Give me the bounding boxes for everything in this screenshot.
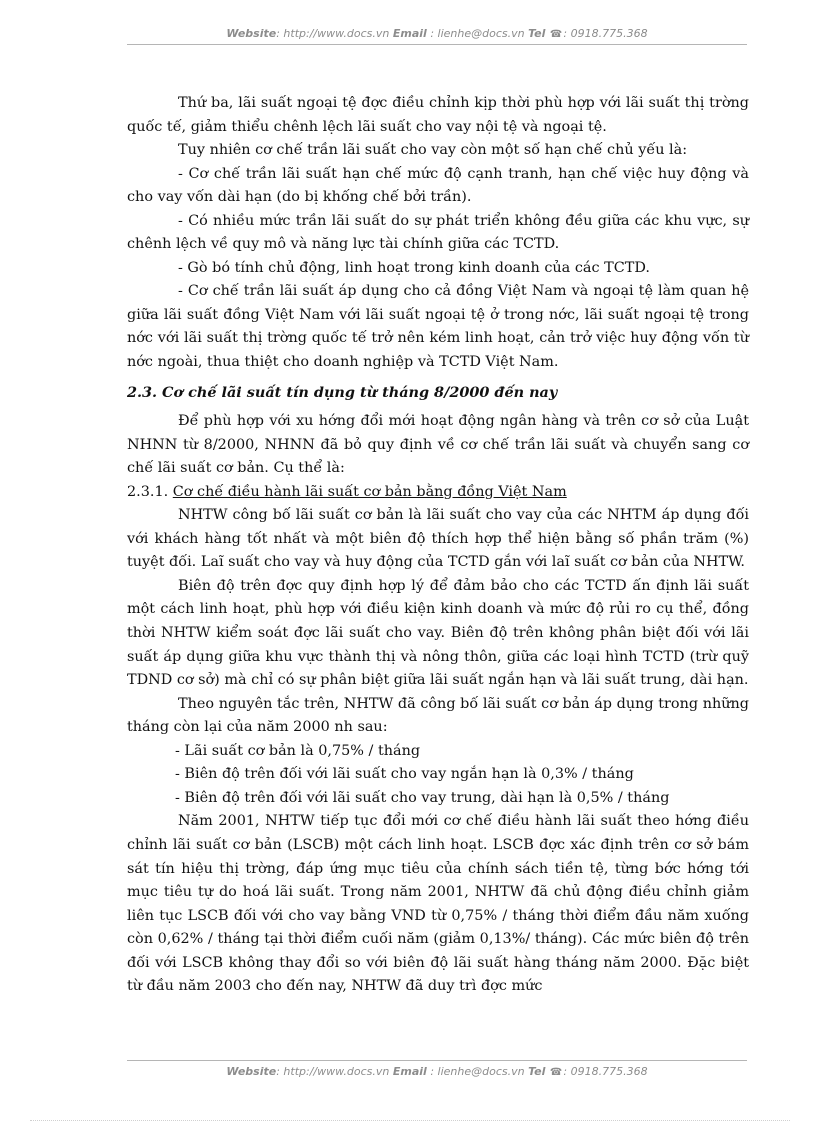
paragraph: Biên độ trên đợc quy định hợp lý để đảm bảo cho các TCTD ấn định lãi suất một cách linh hoạt, phù hợp với điều kiện kinh doanh và mức độ rủi ro cụ thể, đồng thời NHTW kiểm soát đợc lãi suất cho vay. Biên độ trên không phân biệt đối với lãi suất áp dụng giữa khu vực thành thị và nông thôn, giữa các loại hình TCTD (trừ quỹ TDND cơ sở) mà chỉ có sự phân biệt giữa lãi suất ngắn hạn và lãi suất trung, dài hạn. xyxy=(127,577,749,689)
website-label: Website xyxy=(226,1065,277,1078)
document-body xyxy=(127,92,749,999)
paragraph: NHTW công bố lãi suất cơ bản là lãi suất cho vay của các NHTM áp dụng đối với khách hàng tốt nhất và một biên độ thích hợp thể hiện bằng số phần trăm (%) tuyệt đối. Laĩ suất cho vay và huy động của TCTD gắn với laĩ suất cơ bản của NHTW. xyxy=(127,507,749,571)
paragraph: Theo nguyên tắc trên, NHTW đã công bố lãi suất cơ bản áp dụng trong những tháng còn lại của năm 2000 nh sau: xyxy=(127,695,749,736)
page-header xyxy=(127,27,747,40)
tel-label: Tel xyxy=(528,27,546,40)
email-label: Email xyxy=(392,1065,427,1078)
paragraph: - Gò bó tính chủ động, linh hoạt trong kinh doanh của các TCTD. xyxy=(178,259,650,276)
paragraph: Năm 2001, NHTW tiếp tục đổi mới cơ chế điều hành lãi suất theo hớng điều chỉnh lãi suất cơ bản (LSCB) một cách linh hoạt. LSCB đợc xác định trên cơ sở bám sát tín hiệu thị trờng, đáp ứng mục tiêu của chính sách tiền tệ, từng bớc hớng tới mục tiêu tự do hoá lãi suất. Trong năm 2001, NHTW đã chủ động điều chỉnh giảm liên tục LSCB đối với cho vay bằng VND từ 0,75% / tháng thời điểm đầu năm xuống còn 0,62% / tháng tại thời điểm cuối năm (giảm 0,13%/ tháng). Các mức biên độ trên đối với LSCB không thay đổi so với biên độ lãi suất hàng tháng năm 2000. Đặc biệt từ đầu năm 2003 cho đến nay, NHTW đã duy trì đợc mức xyxy=(127,813,749,995)
header-divider xyxy=(127,44,747,45)
email-value[interactable]: : lienhe@docs.vn xyxy=(430,1065,525,1078)
website-url[interactable]: : http://www.docs.vn xyxy=(276,27,390,40)
paragraph: Thứ ba, lãi suất ngoại tệ đợc điều chỉnh kịp thời phù hợp với lãi suất thị trờng quốc tế, giảm thiểu chênh lệch lãi suất cho vay nội tệ và ngoại tệ. xyxy=(127,95,749,135)
footer-divider xyxy=(127,1060,747,1061)
paragraph: Tuy nhiên cơ chế trần lãi suất cho vay còn một số hạn chế chủ yếu là: xyxy=(178,142,688,159)
page-edge-divider xyxy=(30,1120,790,1121)
tel-label: Tel xyxy=(528,1065,546,1078)
paragraph: - Có nhiều mức trần lãi suất do sự phát triển không đều giữa các khu vực, sự chênh lệch về quy mô và năng lực tài chính giữa các TCTD. xyxy=(127,212,749,253)
tel-value: : 0918.775.368 xyxy=(563,27,648,40)
email-label: Email xyxy=(392,27,427,40)
paragraph: Để phù hợp với xu hớng đổi mới hoạt động ngân hàng và trên cơ sở của Luật NHNN từ 8/2000, NHNN đã bỏ quy định về cơ chế trần lãi suất và chuyển sang cơ chế lãi suất cơ bản. Cụ thể là: xyxy=(127,413,749,477)
paragraph: - Cơ chế trần lãi suất áp dụng cho cả đồng Việt Nam và ngoại tệ làm quan hệ giữa lãi suất đồng Việt Nam với lãi suất ngoại tệ ở trong nớc, lãi suất ngoại tệ trong nớc với lãi suất thị trờng quốc tế trở nên kém linh hoạt, cản trở việc huy động vốn từ nớc ngoài, thua thiệt cho doanh nghiệp và TCTD Việt Nam. xyxy=(127,283,749,371)
subsection-number: 2.3.1. xyxy=(127,483,169,500)
list-item: - Biên độ trên đối với lãi suất cho vay ngắn hạn là 0,3% / tháng xyxy=(175,766,634,783)
website-url[interactable]: : http://www.docs.vn xyxy=(276,1065,390,1078)
page-footer xyxy=(127,1065,747,1078)
list-item: - Biên độ trên đối với lãi suất cho vay trung, dài hạn là 0,5% / tháng xyxy=(175,789,670,806)
paragraph: - Cơ chế trần lãi suất hạn chế mức độ cạnh tranh, hạn chế việc huy động và cho vay vốn dài hạn (do bị khống chế bởi trần). xyxy=(127,165,749,206)
phone-icon: ☎ xyxy=(549,1067,563,1078)
subsection-heading-2-3-1 xyxy=(127,481,749,505)
phone-icon: ☎ xyxy=(549,29,563,40)
website-label: Website xyxy=(226,27,277,40)
email-value[interactable]: : lienhe@docs.vn xyxy=(430,27,525,40)
section-heading-2-3: 2.3. Cơ chế lãi suất tín dụng từ tháng 8/2000 đến nay xyxy=(127,383,558,401)
subsection-title: Cơ chế điều hành lãi suất cơ bản bằng đồng Việt Nam xyxy=(172,483,567,500)
list-item: - Lãi suất cơ bản là 0,75% / tháng xyxy=(175,742,421,759)
tel-value: : 0918.775.368 xyxy=(563,1065,648,1078)
